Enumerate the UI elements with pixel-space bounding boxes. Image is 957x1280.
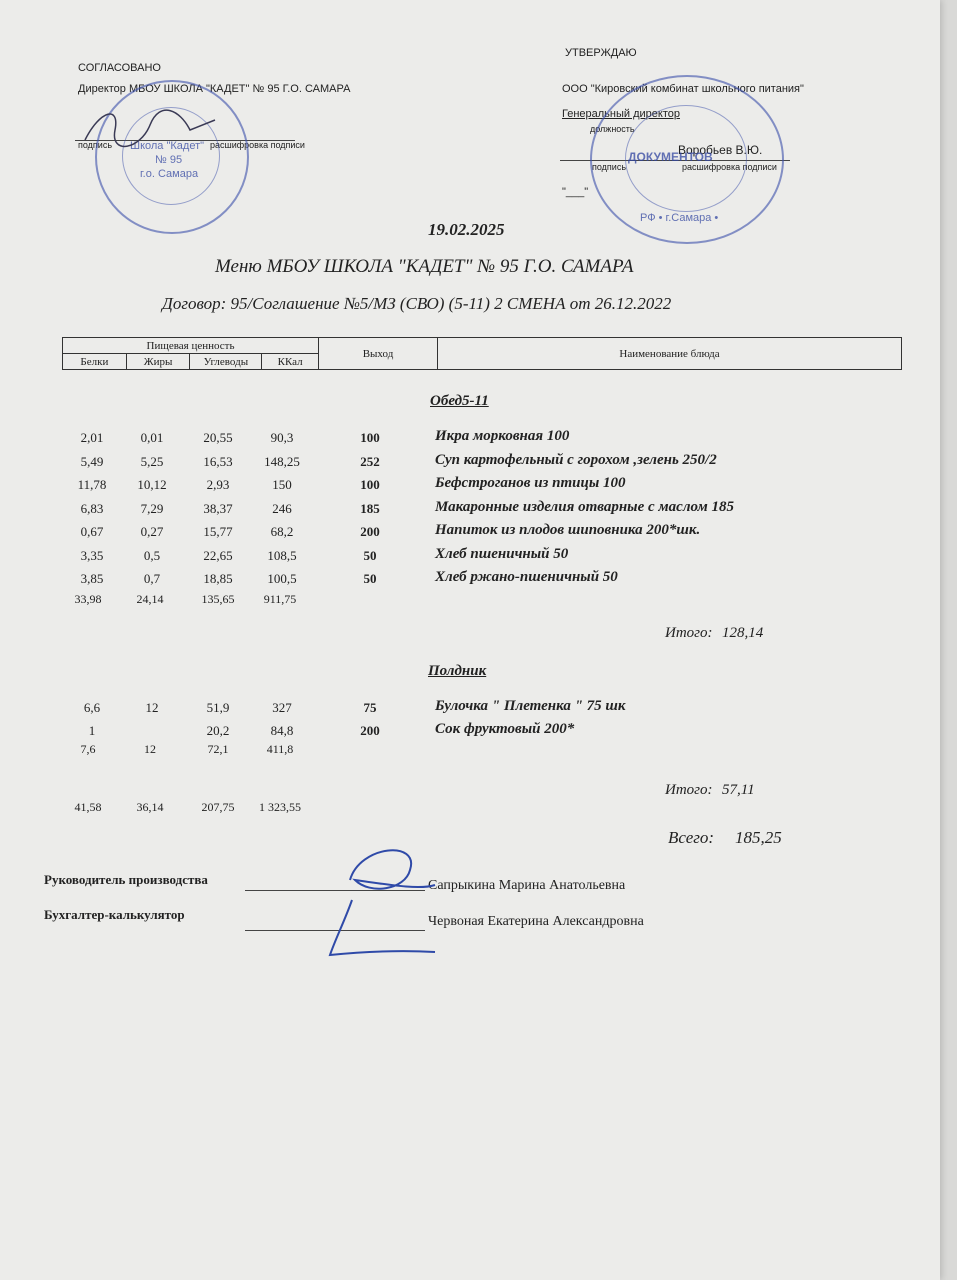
lunch-sum-c: 135,65 bbox=[201, 592, 235, 606]
lunch-row-cell-f: 5,25 bbox=[140, 453, 164, 469]
lunch-row-cell-f: 0,27 bbox=[140, 524, 164, 539]
document-date: 19.02.2025 bbox=[428, 220, 505, 239]
lunch-row-cell-c: 18,85 bbox=[203, 571, 233, 586]
header-dish: Наименование блюда bbox=[438, 338, 902, 370]
lunch-row-cell-k: 246 bbox=[272, 500, 292, 516]
lunch-row-cell-yield: 252 bbox=[360, 453, 380, 469]
right-decode-label: расшифровка подписи bbox=[682, 162, 777, 172]
lunch-row-cell-k: 100,5 bbox=[267, 571, 297, 586]
lunch-row-cell-c: 2,93 bbox=[206, 477, 230, 492]
snack-row-dish-name: Булочка " Плетенка " 75 шк bbox=[435, 698, 626, 714]
lunch-row-cell-f: 0,5 bbox=[143, 547, 161, 563]
lunch-row-cell-k: 150 bbox=[272, 477, 292, 492]
lunch-row-cell-yield: 200 bbox=[360, 524, 380, 539]
approver-name: Воробьев В.Ю. bbox=[678, 143, 763, 157]
lunch-sum-f: 24,14 bbox=[136, 592, 164, 606]
signature-name-1: Сапрыкина Марина Анатольевна bbox=[428, 878, 626, 893]
lunch-row-cell-c: 16,53 bbox=[203, 453, 233, 469]
lunch-row-cell-p: 0,67 bbox=[80, 524, 104, 539]
snack-total-value: 57,11 bbox=[722, 782, 755, 798]
lunch-row-cell-f: 0,7 bbox=[143, 571, 161, 586]
snack-row-cell-c: 51,9 bbox=[206, 700, 230, 715]
lunch-row-cell-yield: 50 bbox=[363, 547, 377, 563]
signature-role-1: Руководитель производства bbox=[44, 872, 208, 887]
signature-role-2: Бухгалтер-калькулятор bbox=[44, 907, 185, 922]
snack-row-cell-k: 327 bbox=[272, 700, 292, 715]
lunch-row-cell-p: 11,78 bbox=[77, 477, 107, 492]
snack-sum-c: 72,1 bbox=[207, 742, 229, 756]
header-kcal: ККал bbox=[262, 354, 319, 370]
lunch-row-dish-name: Хлеб ржано-пшеничный 50 bbox=[435, 569, 618, 585]
lunch-row-dish-name: Хлеб пшеничный 50 bbox=[435, 545, 569, 562]
director-position: Директор МБОУ ШКОЛА "КАДЕТ" № 95 Г.О. САМАРА bbox=[78, 83, 351, 95]
lunch-section-title: Обед5-11 bbox=[430, 393, 489, 409]
left-stamp-center: Школа "Кадет" bbox=[130, 140, 205, 152]
document-title: Меню МБОУ ШКОЛА "КАДЕТ" № 95 Г.О. САМАРА bbox=[215, 256, 634, 277]
lunch-row-dish-name: Бефстроганов из птицы 100 bbox=[435, 475, 626, 491]
snack-row-cell-yield: 75 bbox=[363, 700, 377, 715]
header-yield: Выход bbox=[319, 338, 438, 370]
grand-sum-f: 36,14 bbox=[136, 800, 164, 814]
lunch-row-dish-name: Напиток из плодов шиповника 200*шк. bbox=[435, 522, 701, 538]
left-decode-label: расшифровка подписи bbox=[210, 140, 305, 150]
agreed-heading: СОГЛАСОВАНО bbox=[78, 62, 161, 74]
lunch-row-cell-k: 90,3 bbox=[270, 430, 294, 445]
lunch-row-cell-yield: 100 bbox=[360, 477, 380, 492]
approver-org: ООО "Кировский комбинат школьного питания" bbox=[562, 83, 804, 95]
header-nutrition: Пищевая ценность bbox=[63, 338, 319, 354]
approver-position-label: должность bbox=[590, 124, 635, 134]
snack-total-label: Итого: bbox=[665, 782, 713, 798]
header-protein: Белки bbox=[63, 354, 127, 370]
lunch-row-cell-f: 7,29 bbox=[140, 500, 164, 516]
lunch-row-cell-yield: 50 bbox=[363, 571, 377, 586]
snack-row-cell-f: 12 bbox=[145, 700, 159, 715]
lunch-row-cell-f: 10,12 bbox=[137, 477, 167, 492]
approver-position: Генеральный директор bbox=[562, 108, 680, 120]
lunch-total-value: 128,14 bbox=[722, 625, 764, 641]
lunch-row-cell-p: 5,49 bbox=[80, 453, 104, 469]
lunch-sum-k: 911,75 bbox=[263, 592, 297, 606]
right-date-prefix: "___" bbox=[562, 186, 589, 198]
lunch-row-cell-p: 2,01 bbox=[80, 430, 104, 445]
contract-line: Договор: 95/Соглашение №5/МЗ (СВО) (5-11) 2 СМЕНА от 26.12.2022 bbox=[162, 294, 672, 313]
snack-row-cell-k: 84,8 bbox=[270, 723, 294, 738]
lunch-row-dish-name: Икра морковная 100 bbox=[435, 428, 570, 444]
lunch-row-cell-k: 148,25 bbox=[264, 453, 300, 469]
lunch-row-cell-k: 68,2 bbox=[270, 524, 294, 539]
lunch-row-dish-name: Макаронные изделия отварные с маслом 185 bbox=[435, 498, 734, 515]
lunch-sum-p: 33,98 bbox=[74, 592, 102, 606]
lunch-row-cell-p: 3,35 bbox=[80, 547, 104, 563]
header-fat: Жиры bbox=[126, 354, 190, 370]
signature-name-2: Червоная Екатерина Александровна bbox=[428, 914, 644, 929]
snack-sum-p: 7,6 bbox=[80, 742, 96, 756]
lunch-row-cell-p: 3,85 bbox=[80, 571, 104, 586]
left-stamp-city: г.о. Самара bbox=[140, 168, 199, 180]
lunch-row-cell-k: 108,5 bbox=[267, 547, 297, 563]
left-handwritten-signature bbox=[80, 100, 220, 160]
lunch-row-cell-c: 38,37 bbox=[203, 500, 233, 516]
right-stamp-center: ДОКУМЕНТОВ bbox=[628, 150, 713, 164]
left-stamp-number: № 95 bbox=[155, 154, 183, 166]
lunch-row-cell-c: 22,65 bbox=[203, 547, 233, 563]
right-sign-label: подпись bbox=[592, 162, 627, 172]
handwritten-signature-blue bbox=[310, 840, 450, 970]
snack-row-cell-yield: 200 bbox=[360, 723, 380, 738]
lunch-row-cell-f: 0,01 bbox=[140, 430, 164, 445]
approve-heading: УТВЕРЖДАЮ bbox=[565, 47, 637, 59]
left-sign-label: подпись bbox=[78, 140, 113, 150]
lunch-row-cell-yield: 185 bbox=[360, 500, 380, 516]
menu-table-header bbox=[62, 337, 902, 370]
snack-sum-k: 411,8 bbox=[266, 742, 294, 756]
grand-sum-p: 41,58 bbox=[74, 800, 102, 814]
lunch-row-dish-name: Суп картофельный с горохом ,зелень 250/2 bbox=[435, 451, 717, 468]
grand-total-label: Всего: bbox=[668, 828, 715, 847]
snack-row-dish-name: Сок фруктовый 200* bbox=[435, 721, 575, 737]
grand-sum-c: 207,75 bbox=[201, 800, 235, 814]
snack-row-cell-p: 1 bbox=[88, 723, 96, 738]
snack-row-cell-c: 20,2 bbox=[206, 723, 230, 738]
lunch-total-label: Итого: bbox=[665, 625, 713, 641]
grand-sum-k: 1 323,55 bbox=[259, 800, 301, 814]
lunch-row-cell-c: 15,77 bbox=[203, 524, 233, 539]
snack-section-title: Полдник bbox=[428, 663, 487, 679]
lunch-row-cell-p: 6,83 bbox=[80, 500, 104, 516]
grand-total-value: 185,25 bbox=[735, 828, 782, 847]
header-carbs: Углеводы bbox=[190, 354, 262, 370]
snack-row-cell-p: 6,6 bbox=[83, 700, 101, 715]
lunch-row-cell-c: 20,55 bbox=[203, 430, 233, 445]
snack-sum-f: 12 bbox=[144, 742, 156, 756]
right-stamp-city: РФ • г.Самара • bbox=[640, 212, 719, 224]
lunch-row-cell-yield: 100 bbox=[360, 430, 380, 445]
